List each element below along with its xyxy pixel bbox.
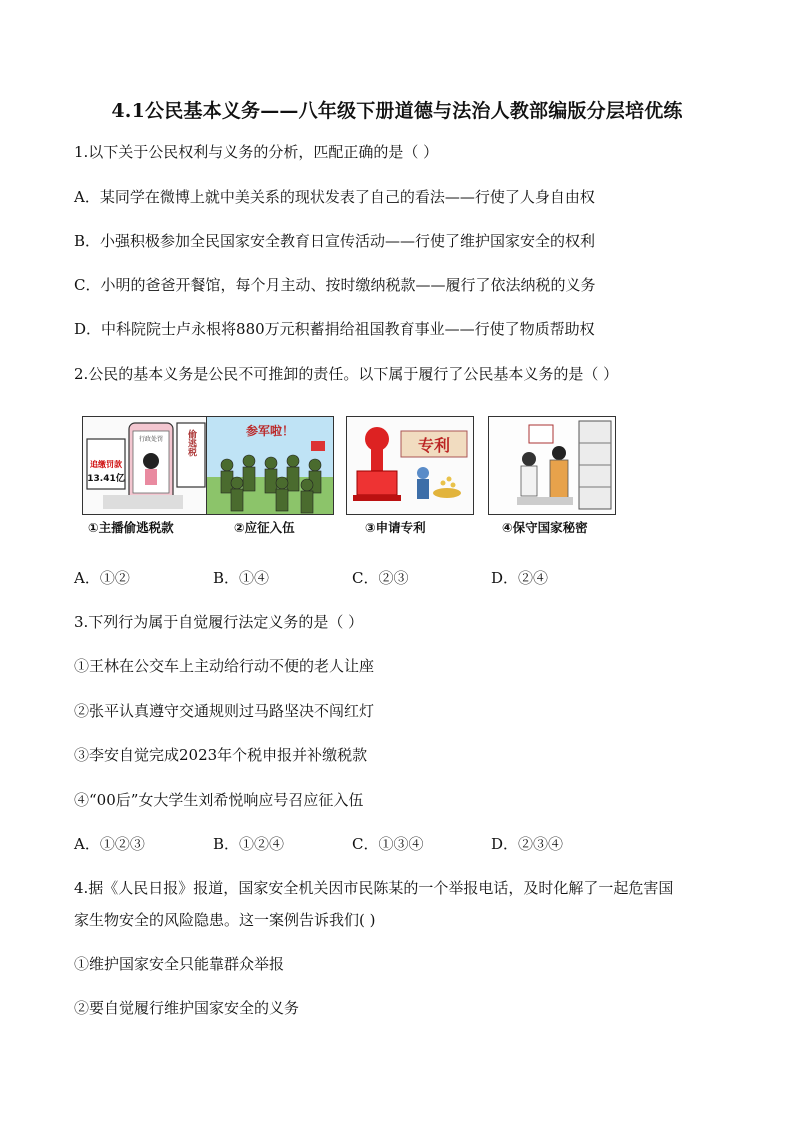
q2-option-c: C．②③ xyxy=(352,569,409,587)
q4-item-1: ①维护国家安全只能靠群众举报 xyxy=(74,955,285,973)
img2-text: 参军啦！ xyxy=(245,424,295,438)
state-secrets-illustration xyxy=(488,416,616,515)
img1-text-fine: 追缴罚款 xyxy=(90,460,122,469)
q3-option-a: A．①②③ xyxy=(74,835,145,853)
q3-stem: 3.下列行为属于自觉履行法定义务的是（ ） xyxy=(74,613,364,631)
enlistment-illustration xyxy=(206,416,334,515)
q4-item-2: ②要自觉履行维护国家安全的义务 xyxy=(74,999,300,1017)
q4-stem-line2: 家生物安全的风险隐患。这一案例告诉我们( ) xyxy=(74,911,376,929)
q1-stem: 1.以下关于公民权利与义务的分析，匹配正确的是（ ） xyxy=(74,143,439,161)
q3-option-d: D．②③④ xyxy=(491,835,564,853)
q3-item-4: ④“00后”女大学生刘希悦响应号召应征入伍 xyxy=(74,791,364,809)
q3-item-3: ③李安自觉完成2023年个税申报并补缴税款 xyxy=(74,746,368,764)
q2-caption-2: ②应征入伍 xyxy=(234,520,295,535)
q1-option-c: C．小明的爸爸开餐馆，每个月主动、按时缴纳税款——履行了依法纳税的义务 xyxy=(74,276,596,294)
img3-text: 专利 xyxy=(417,436,451,455)
tax-evasion-illustration xyxy=(82,416,210,515)
q3-options xyxy=(74,833,630,854)
q2-stem: 2.公民的基本义务是公民不可推卸的责任。以下属于履行了公民基本义务的是（ ） xyxy=(74,365,619,383)
q2-option-d: D．②④ xyxy=(491,569,549,587)
img1-text-evasion: 偷逃税 xyxy=(186,429,196,457)
q2-caption-4: ④保守国家秘密 xyxy=(502,520,588,535)
q2-caption-3: ③申请专利 xyxy=(365,520,426,535)
img1-text-penalty: 行政处罚 xyxy=(138,436,164,443)
q3-item-1: ①王林在公交车上主动给行动不便的老人让座 xyxy=(74,657,375,675)
q2-caption-1: ①主播偷逃税款 xyxy=(88,520,174,535)
q2-option-a: A．①② xyxy=(74,569,130,587)
page-title: 4.1公民基本义务——八年级下册道德与法治人教部编版分层培优练 xyxy=(111,100,683,122)
q1-option-b: B．小强积极参加全民国家安全教育日宣传活动——行使了维护国家安全的权利 xyxy=(74,232,596,250)
q2-image-strip xyxy=(82,416,622,536)
q4-stem-line1: 4.据《人民日报》报道，国家安全机关因市民陈某的一个举报电话，及时化解了一起危害国 xyxy=(74,879,674,897)
q1-option-d: D．中科院院士卢永根将880万元积蓄捐给祖国教育事业——行使了物质帮助权 xyxy=(74,320,595,338)
img1-text-amount: 13.41亿 xyxy=(87,474,125,484)
q2-option-b: B．①④ xyxy=(213,569,270,587)
q3-item-2: ②张平认真遵守交通规则过马路坚决不闯红灯 xyxy=(74,702,375,720)
q1-option-a: A．某同学在微博上就中美关系的现状发表了自己的看法——行使了人身自由权 xyxy=(74,188,595,206)
q2-options xyxy=(74,567,630,588)
patent-illustration xyxy=(346,416,474,515)
q3-option-c: C．①③④ xyxy=(352,835,424,853)
q3-option-b: B．①②④ xyxy=(213,835,285,853)
